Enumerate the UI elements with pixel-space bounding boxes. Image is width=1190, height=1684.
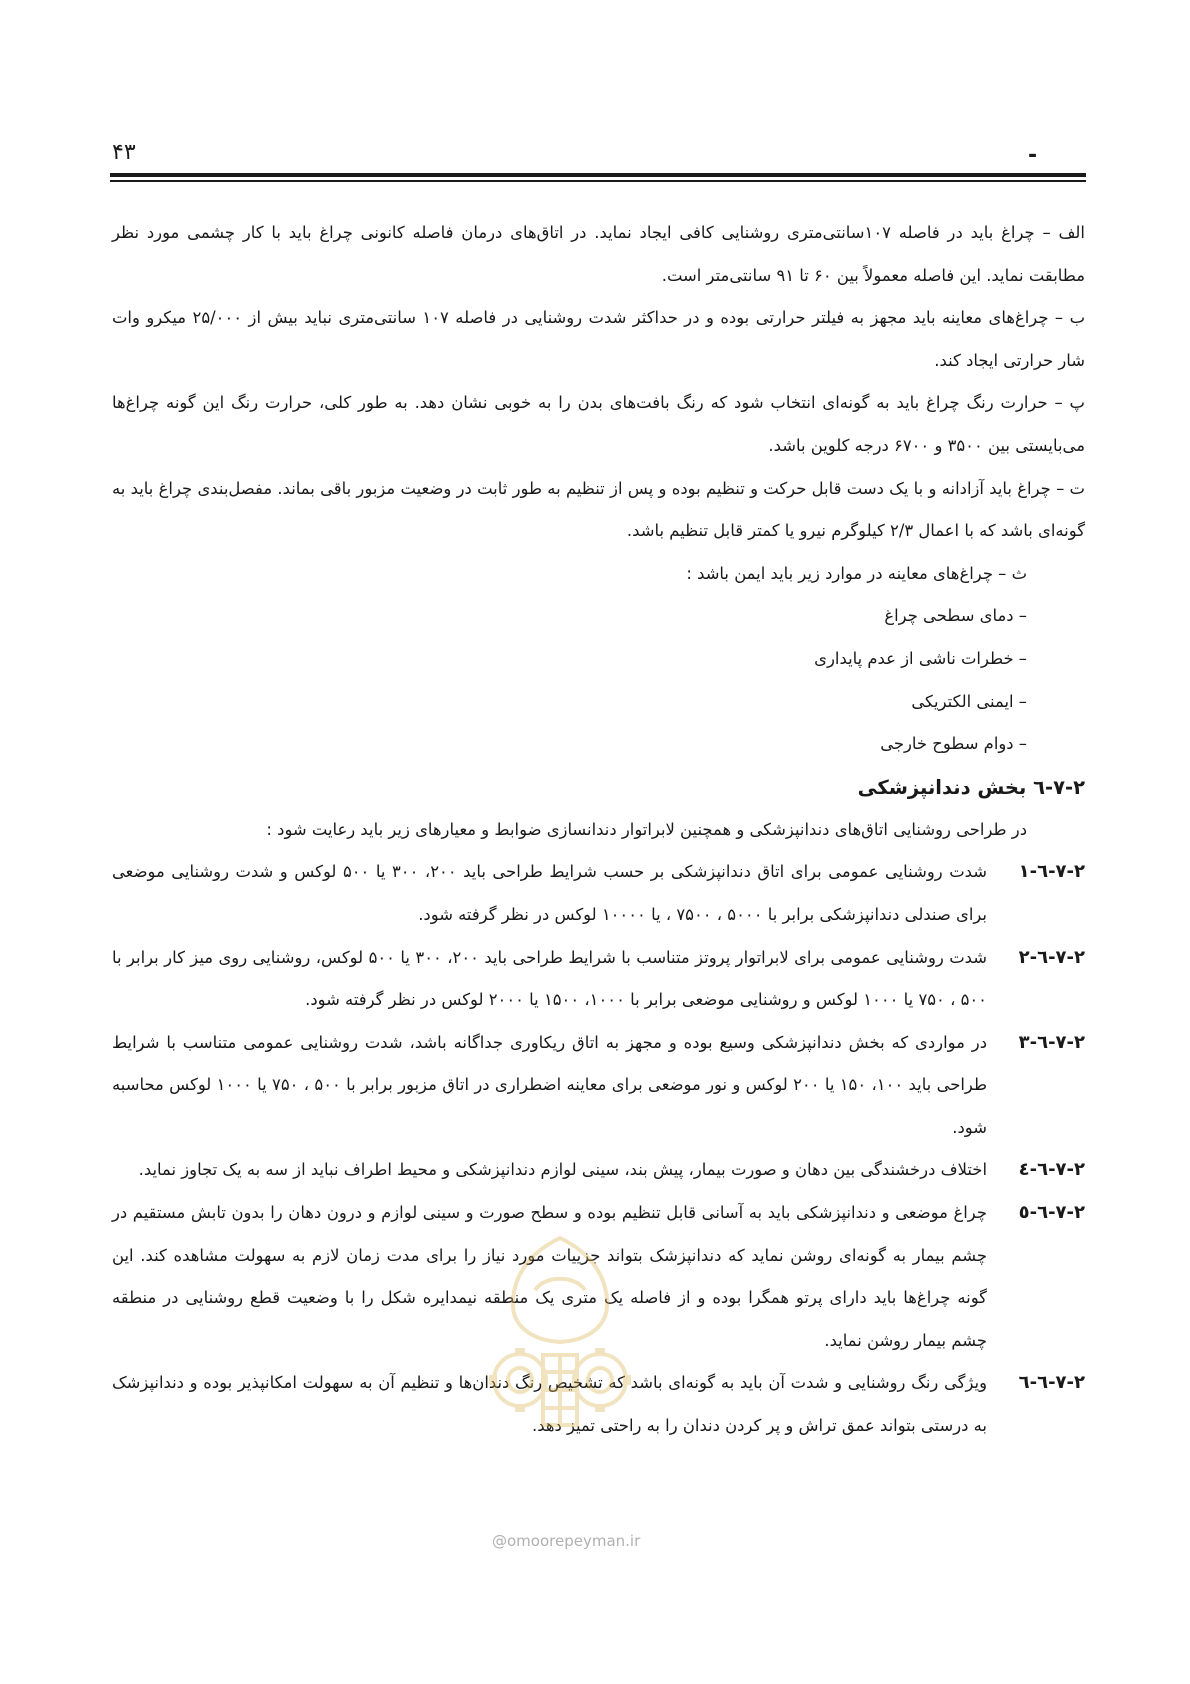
- safety-intro: ث – چراغ‌های معاینه در موارد زیر باید ایمن باشد :: [686, 563, 1027, 583]
- clause-text: اختلاف درخشندگی بین دهان و صورت بیمار، پیش بند، سینی لوازم دندانپزشکی و محیط اطراف نباید از سه به یک تجاوز نماید.: [138, 1160, 987, 1180]
- section-heading: ۷-۲-٦ بخش دندانپزشکی: [857, 775, 1085, 799]
- header-rule-thin: [110, 180, 1086, 182]
- watermark-url: @omoorepeyman.ir: [492, 1532, 641, 1550]
- clause-number: ۷-۲-٦-٥: [1018, 1202, 1085, 1224]
- header-rule-thick: [110, 173, 1086, 177]
- clause-number: ۷-۲-٦-۱: [1018, 861, 1085, 883]
- clause: [112, 937, 1085, 1022]
- clause-number: ۷-۲-٦-۲: [1018, 946, 1085, 968]
- list-item: – خطرات ناشی از عدم پایداری: [814, 648, 1027, 668]
- clause-text: شدت روشنایی عمومی برای لابراتوار پروتز متناسب با شرایط طراحی باید ۲۰۰، ۳۰۰ یا ۵۰۰ لوکس، روشنایی روی میز کار برابر با ۵۰۰ ، ۷۵۰ یا ۱۰۰۰ لوکس و روشنایی موضعی برابر با ۱۰۰۰، ۱۵۰۰ یا ۲۰۰۰ لوکس در نظر گرفته شود.: [112, 947, 988, 1010]
- header-dash: -: [1028, 143, 1038, 168]
- clause: [112, 1149, 1085, 1192]
- section-intro: در طراحی روشنایی اتاق‌های دندانپزشکی و همچنین لابراتوار دندانسازی ضوابط و معیارهای زیر باید رعایت شود :: [266, 819, 1027, 839]
- clause-text: ویژگی رنگ روشنایی و شدت آن باید به گونه‌ای باشد که تشخیص رنگ دندان‌ها و تنظیم آن به سهولت امکانپذیر بوده و دندانپزشک به درستی بتواند عمق تراش و پر کردن دندان را به راحتی تمیز دهد.: [112, 1373, 987, 1436]
- safety-list: [112, 595, 1085, 765]
- clause: [112, 1022, 1085, 1150]
- paragraph-pe: پ – حرارت رنگ چراغ باید به گونه‌ای انتخاب شود که رنگ بافت‌های بدن را به خوبی نشان دهد. به طور کلی، حرارت رنگ این گونه چراغ‌ها می‌بایستی بین ۳۵۰۰ و ۶۷۰۰ درجه کلوین باشد.: [112, 393, 1085, 455]
- list-item: – ایمنی الکتریکی: [911, 691, 1027, 711]
- clause-number: ۷-۲-٦-۳: [1018, 1031, 1085, 1053]
- clause-text: در مواردی که بخش دندانپزشکی وسیع بوده و مجهز به اتاق ریکاوری جداگانه باشد، شدت روشنایی عمومی متناسب با شرایط طراحی باید ۱۰۰، ۱۵۰ یا ۲۰۰ لوکس و نور موضعی برای معاینه اضطراری در اتاق مزبور برابر با ۵۰۰ ، ۷۵۰ یا ۱۰۰۰ لوکس محاسبه شود.: [112, 1032, 988, 1137]
- clause-text: چراغ موضعی و دندانپزشکی باید به آسانی قابل تنظیم بوده و سطح صورت و سینی لوازم و درون دهان را بدون تابش مستقیم در چشم بیمار به گونه‌ای روشن نماید که دندانپزشک بتواند جزییات مورد نیاز را برای مدت زمان لازم به سهولت مشاهده کند. این گونه چراغ‌ها باید دارای پرتو همگرا بوده و از فاصله یک متری یک منطقه نیمدایره شکل را با وضعیت قطع روشنایی در منطقه چشم بیمار روشن نماید.: [112, 1203, 987, 1350]
- list-item: – دوام سطوح خارجی: [880, 734, 1027, 754]
- list-item: – دمای سطحی چراغ: [884, 606, 1027, 626]
- watermark-logo: [475, 1230, 645, 1445]
- paragraph-alef: الف – چراغ باید در فاصله ۱۰۷سانتی‌متری روشنایی کافی ایجاد نماید. در اتاق‌های درمان فاصله کانونی چراغ باید با کار چشمی مورد نظر مطابقت نماید. این فاصله معمولاً بین ۶۰ تا ۹۱ سانتی‌متر است.: [112, 223, 1085, 285]
- paragraph-te: ت – چراغ باید آزادانه و با یک دست قابل حرکت و تنظیم بوده و پس از تنظیم به طور ثابت در وضعیت مزبور باقی بماند. مفصل‌بندی چراغ باید به گونه‌ای باشد که با اعمال ۲/۳ کیلوگرم نیرو یا کمتر قابل تنظیم باشد.: [112, 478, 1085, 541]
- page-number: ۴۳: [112, 140, 136, 165]
- clause-number: ۷-۲-٦-٤: [1018, 1159, 1085, 1181]
- paragraph-be: ب – چراغ‌های معاینه باید مجهز به فیلتر حرارتی بوده و در حداکثر شدت روشنایی در فاصله ۱۰۷ سانتی‌متری نباید بیش از ۲۵/۰۰۰ میکرو وات شار حرارتی ایجاد کند.: [112, 308, 1085, 370]
- clause: [112, 851, 1085, 936]
- clause-number: ۷-۲-٦-٦: [1018, 1372, 1085, 1394]
- clause-text: شدت روشنایی عمومی برای اتاق دندانپزشکی بر حسب شرایط طراحی باید ۲۰۰، ۳۰۰ یا ۵۰۰ لوکس و شدت روشنایی موضعی برای صندلی دندانپزشکی برابر با ۵۰۰۰ ، ۷۵۰۰ ، یا ۱۰۰۰۰ لوکس در نظر گرفته شود.: [112, 862, 987, 924]
